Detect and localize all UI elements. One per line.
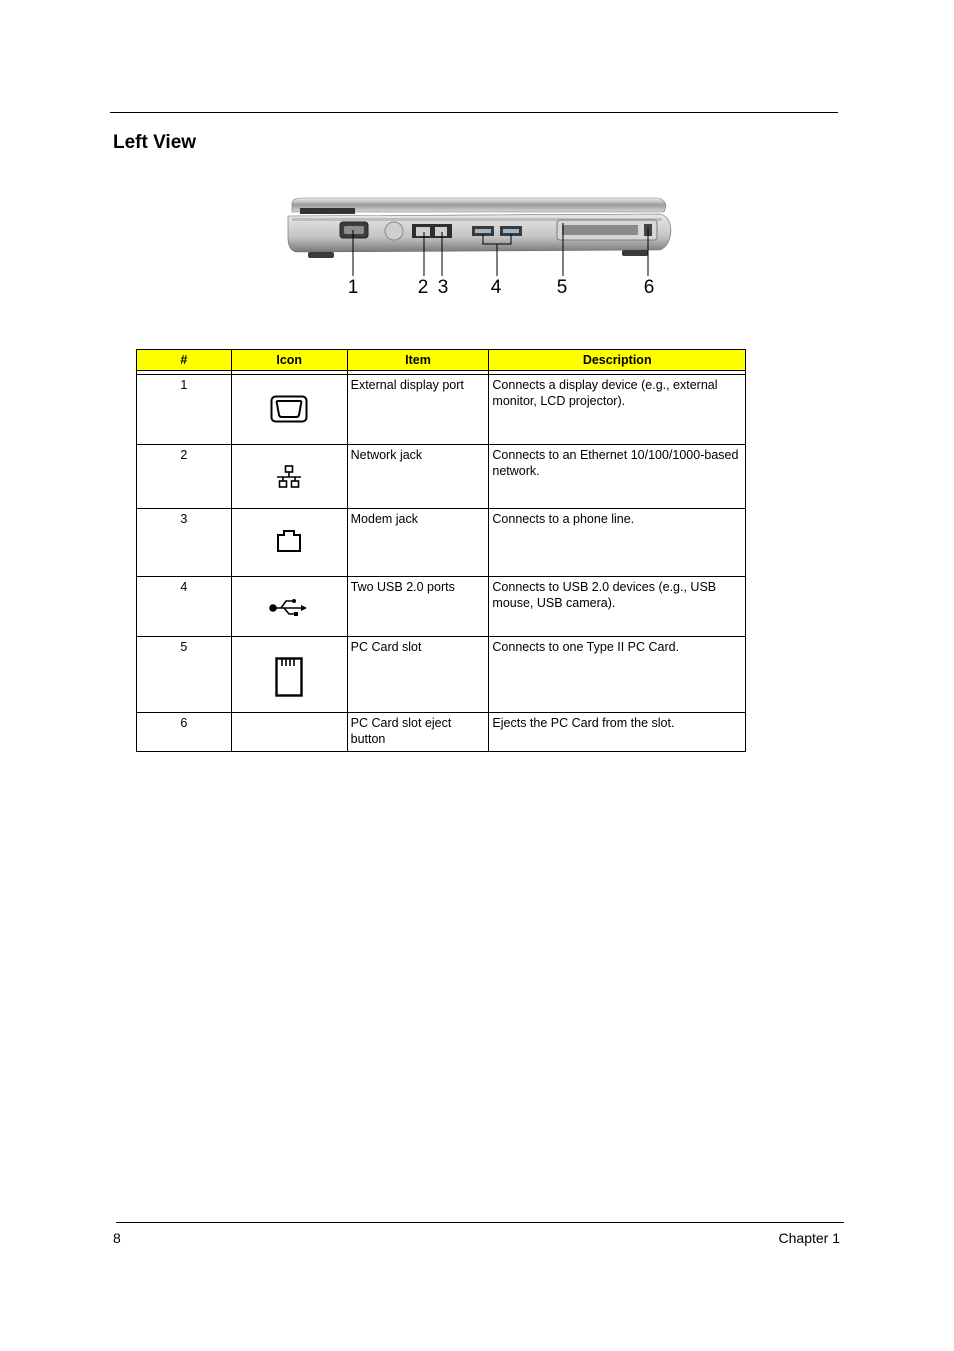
callout-2: 2 [417, 277, 429, 298]
table-row [137, 445, 746, 509]
pc-card-icon [275, 657, 303, 697]
header-rule [110, 112, 838, 113]
footer-rule [116, 1222, 844, 1223]
chapter-label: Chapter 1 [778, 1230, 840, 1246]
callout-1: 1 [347, 277, 359, 298]
row-number: 3 [137, 509, 232, 577]
row-description: Connects to an Ethernet 10/100/1000-based network. [489, 445, 746, 509]
row-number: 2 [137, 445, 232, 509]
row-icon-cell [231, 577, 347, 637]
table-row [137, 509, 746, 577]
row-number: 4 [137, 577, 232, 637]
header-item: Item [347, 350, 489, 371]
row-icon-cell [231, 637, 347, 713]
row-item: Network jack [347, 445, 489, 509]
laptop-side-illustration [282, 190, 674, 300]
row-description: Ejects the PC Card from the slot. [489, 713, 746, 752]
row-item: External display port [347, 375, 489, 445]
row-icon-cell [231, 445, 347, 509]
header-icon: Icon [231, 350, 347, 371]
callout-5: 5 [556, 277, 568, 298]
row-icon-cell [231, 375, 347, 445]
row-description: Connects to a phone line. [489, 509, 746, 577]
table-row [137, 637, 746, 713]
network-icon [276, 465, 302, 489]
modem-icon [276, 529, 302, 553]
row-item: PC Card slot [347, 637, 489, 713]
section-title: Left View [113, 132, 197, 153]
header-num: # [137, 350, 232, 371]
row-item: PC Card slot eject button [347, 713, 489, 752]
table-row [137, 713, 746, 752]
header-description: Description [489, 350, 746, 371]
callout-4: 4 [490, 277, 502, 298]
row-number: 1 [137, 375, 232, 445]
callout-3: 3 [437, 277, 449, 298]
row-item: Two USB 2.0 ports [347, 577, 489, 637]
row-description: Connects to USB 2.0 devices (e.g., USB mouse, USB camera). [489, 577, 746, 637]
row-icon-cell [231, 713, 347, 752]
row-description: Connects to one Type II PC Card. [489, 637, 746, 713]
row-number: 6 [137, 713, 232, 752]
ports-table [136, 349, 746, 752]
table-row [137, 577, 746, 637]
display-port-icon [270, 395, 308, 423]
table-row [137, 375, 746, 445]
usb-icon [269, 597, 309, 617]
laptop-left-view-figure [282, 190, 674, 300]
table-header-row [137, 350, 746, 371]
row-item: Modem jack [347, 509, 489, 577]
page-number: 8 [113, 1230, 121, 1246]
callout-6: 6 [643, 277, 655, 298]
row-number: 5 [137, 637, 232, 713]
row-description: Connects a display device (e.g., external monitor, LCD projector). [489, 375, 746, 445]
row-icon-cell [231, 509, 347, 577]
